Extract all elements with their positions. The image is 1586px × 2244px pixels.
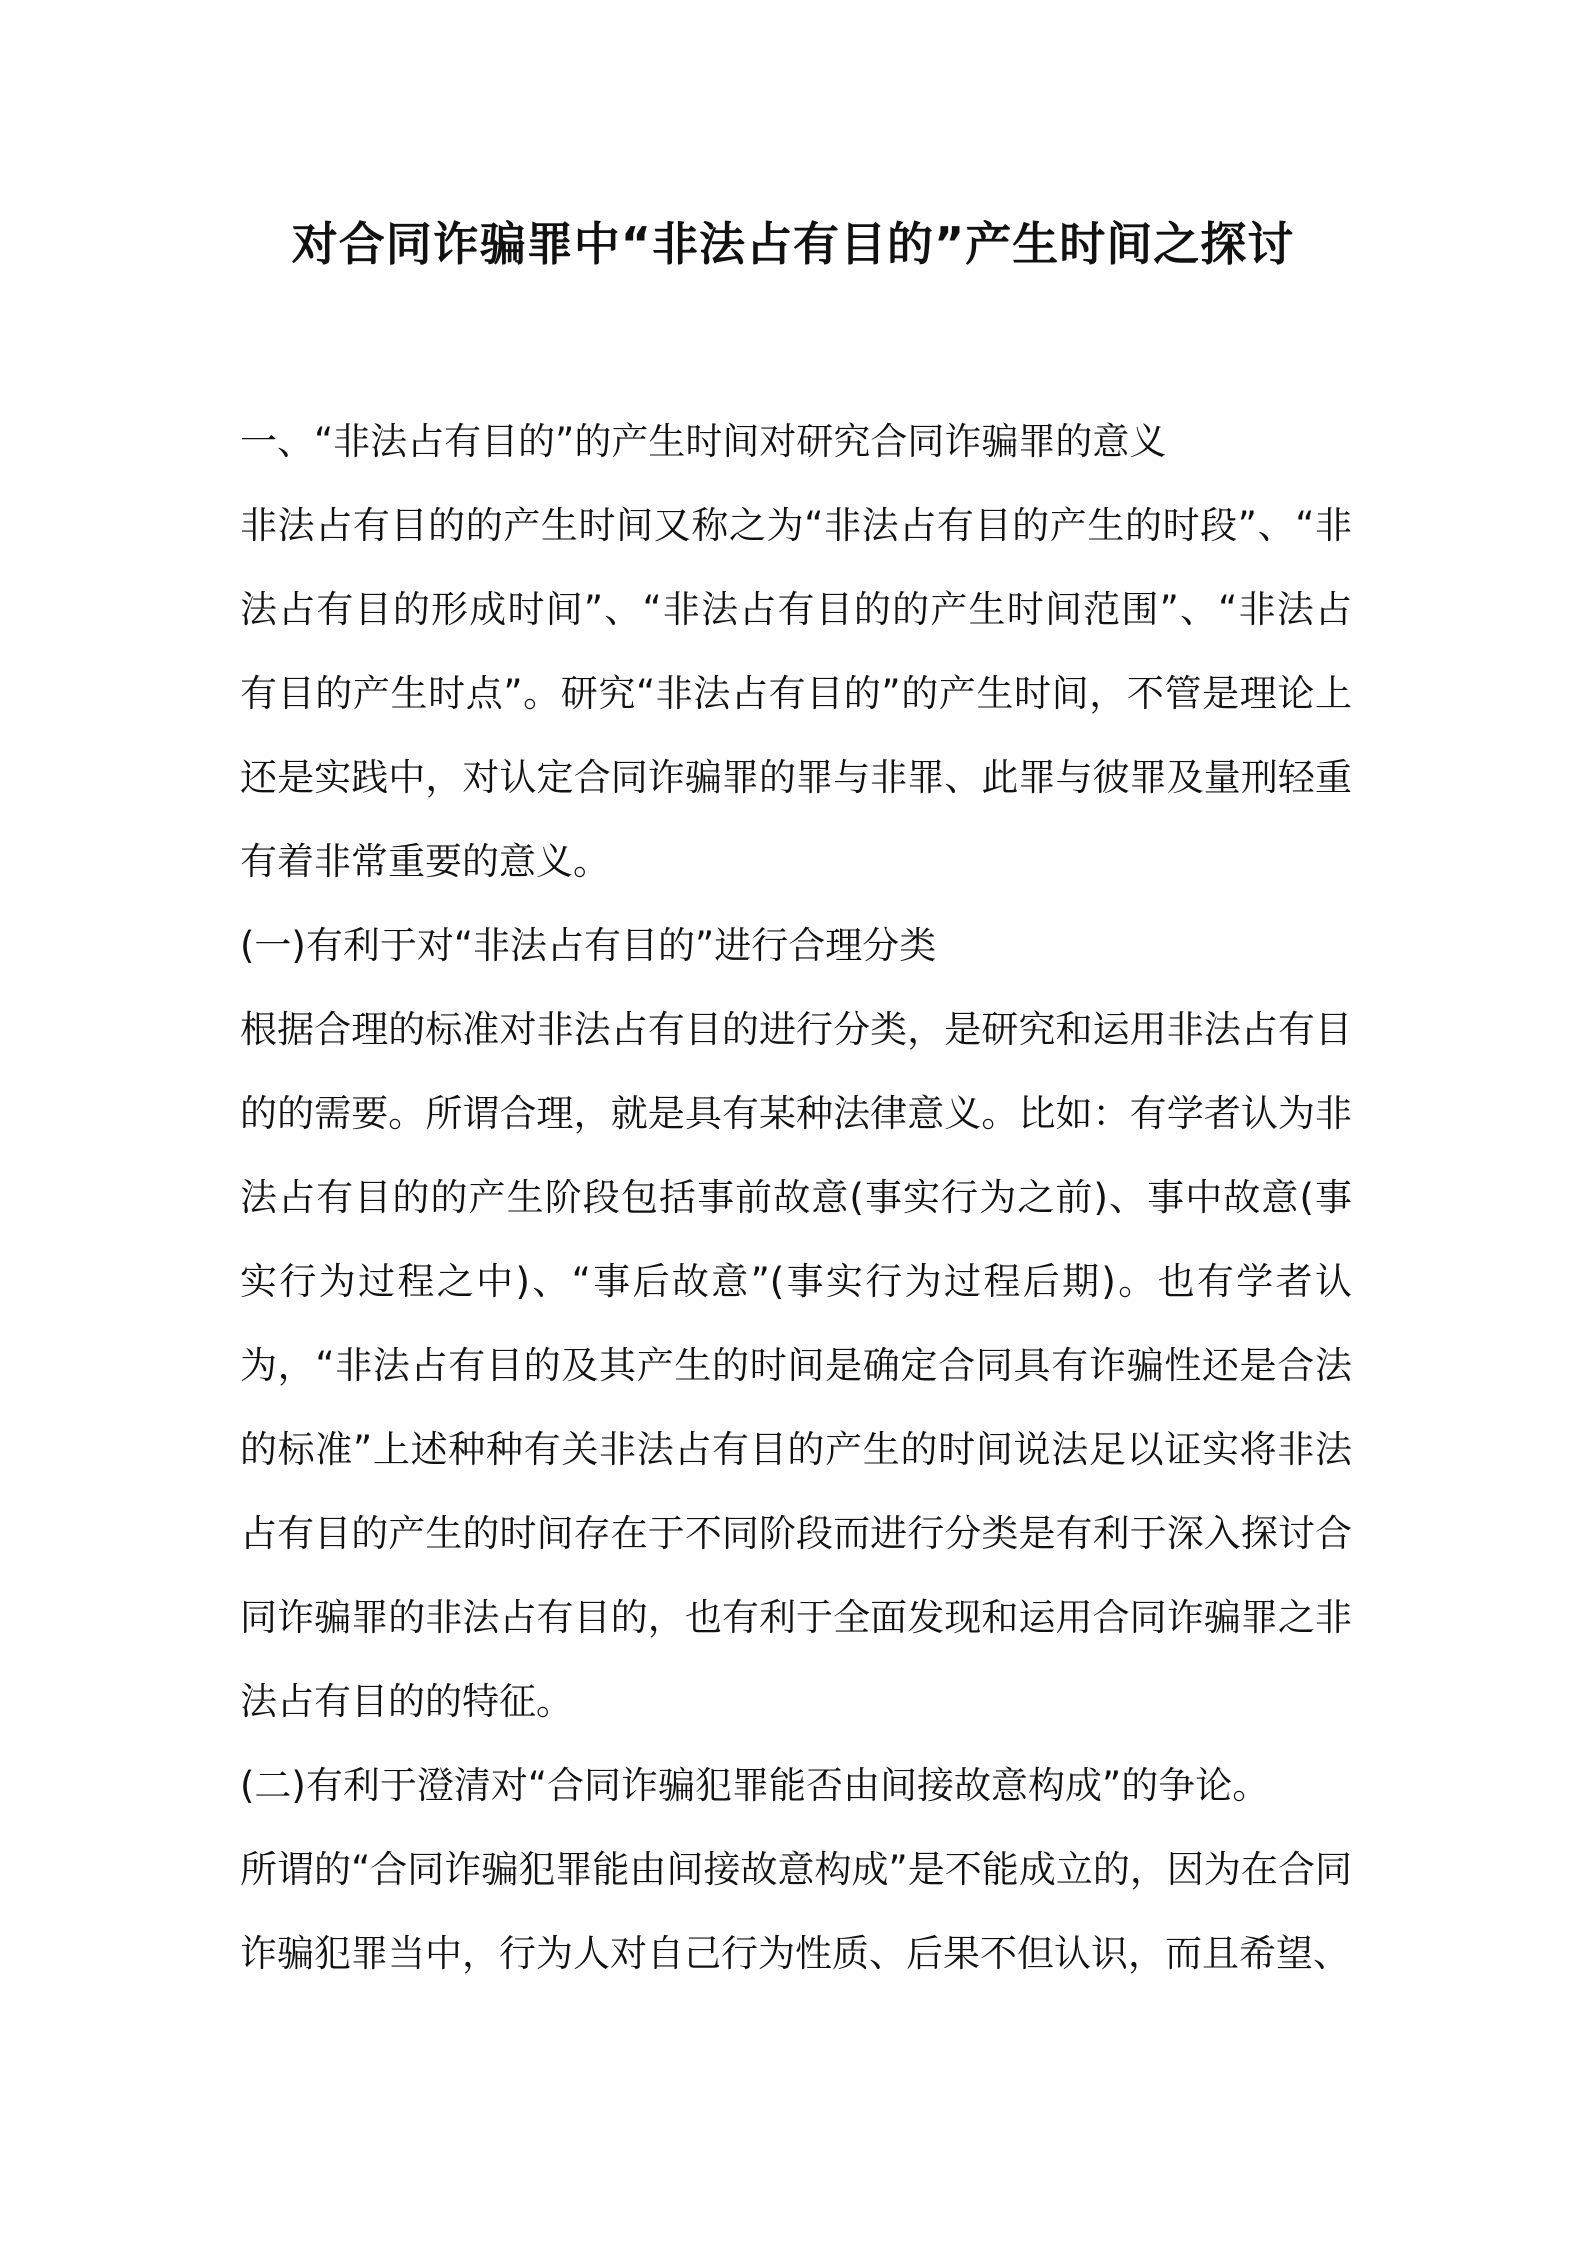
paragraph-indirect-intent: 所谓的“合同诈骗犯罪能由间接故意构成”是不能成立的，因为在合同诈骗犯罪当中，行为人对自己行为性质、后果不但认识，而且希望、	[240, 1848, 1352, 1975]
document-body	[240, 400, 1352, 1996]
subsection-heading-1: (一)有利于对“非法占有目的”进行合理分类	[240, 924, 937, 967]
section-heading-1: 一、“非法占有目的”的产生时间对研究合同诈骗罪的意义	[240, 420, 1167, 463]
document-title: 对合同诈骗罪中“非法占有目的”产生时间之探讨	[291, 217, 1295, 271]
subsection-heading-2: (二)有利于澄清对“合同诈骗犯罪能否由间接故意构成”的争论。	[240, 1764, 1270, 1807]
paragraph-classification: 根据合理的标准对非法占有目的进行分类，是研究和运用非法占有目的的需要。所谓合理，就是具有某种法律意义。比如：有学者认为非法占有目的的产生阶段包括事前故意(事实行为之前)、事中故意(事实行为过程之中)、“事后故意”(事实行为过程后期)。也有学者认为，“非法占有目的及其产生的时间是确定合同具有诈骗性还是合法的标准”上述种种有关非法占有目的产生的时间说法足以证实将非法占有目的产生的时间存在于不同阶段而进行分类是有利于深入探讨合同诈骗罪的非法占有目的，也有利于全面发现和运用合同诈骗罪之非法占有目的的特征。	[240, 1008, 1352, 1723]
paragraph-intro: 非法占有目的的产生时间又称之为“非法占有目的产生的时段”、“非法占有目的形成时间”、“非法占有目的的产生时间范围”、“非法占有目的产生时点”。研究“非法占有目的”的产生时间，不管是理论上还是实践中，对认定合同诈骗罪的罪与非罪、此罪与彼罪及量刑轻重有着非常重要的意义。	[240, 504, 1352, 883]
